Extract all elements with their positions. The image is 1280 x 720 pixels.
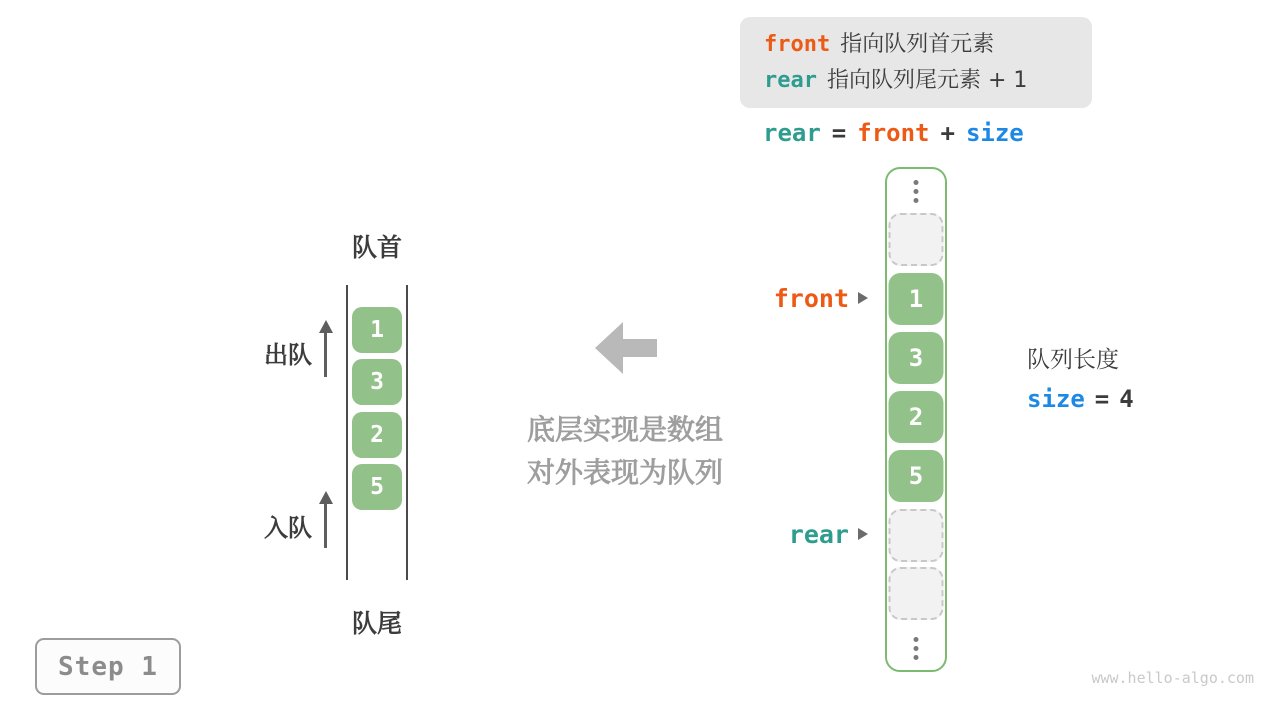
array-cell: 5 [889,450,944,502]
queue-head-label: 队首 [351,233,402,262]
watermark: www.hello-algo.com [1091,669,1254,687]
size-equals: = [1094,385,1110,413]
dequeue-label: 出队 [264,341,312,369]
big-left-arrow-icon [595,322,657,374]
queue-wall-left [346,285,348,580]
caption-line-1: 底层实现是数组 [526,413,723,446]
legend-line-rear [764,63,1092,99]
queue-cell: 2 [352,412,402,458]
formula-plus: + [940,119,955,147]
array-cell: 3 [889,332,944,384]
front-pointer [720,283,868,313]
formula-size: size [965,119,1024,147]
front-token: front [764,32,831,57]
queue-cell: 3 [352,359,402,405]
ellipsis-icon [914,180,919,203]
size-value: 4 [1119,385,1134,413]
array-container [885,167,947,672]
rear-pointer-label: rear [788,519,849,549]
arrow-stem [324,333,327,377]
size-equation [1027,385,1144,413]
formula-equals: = [831,119,847,147]
queue-wall-right [406,285,408,580]
arrow-head [319,491,333,504]
enqueue-arrow-icon [318,491,333,548]
arrow-head [319,320,333,333]
caption-line-2: 对外表现为队列 [526,456,723,489]
array-cell-empty [889,509,944,562]
dequeue-arrow-icon [318,320,333,377]
array-cell-empty [889,567,944,620]
array-cell: 1 [889,273,944,325]
front-pointer-label: front [773,283,849,313]
caption [500,408,750,494]
rear-token: rear [764,68,817,93]
queue-tail-label: 队尾 [351,609,402,638]
step-badge: Step 1 [35,638,181,695]
formula-front: front [857,119,930,147]
ellipsis-icon [914,637,919,660]
pointer-arrow-icon [858,528,868,540]
array-cell: 2 [889,391,944,443]
formula-rear: rear [763,119,821,147]
queue-cell: 1 [352,307,402,353]
queue-length-label: 队列长度 [1027,347,1119,373]
queue-length-info [1027,341,1144,413]
rear-description: 指向队列尾元素 + 1 [826,68,1028,93]
array-cell-empty [889,213,944,266]
arrow-stem [324,504,327,548]
rear-pointer [720,519,868,549]
formula [763,119,1035,147]
pointer-arrow-icon [858,292,868,304]
enqueue-label: 入队 [264,514,312,542]
front-description: 指向队列首元素 [840,32,995,57]
queue-cell: 5 [352,464,402,510]
legend-line-front [764,27,1092,63]
legend-box [740,17,1092,108]
size-token: size [1027,385,1085,413]
